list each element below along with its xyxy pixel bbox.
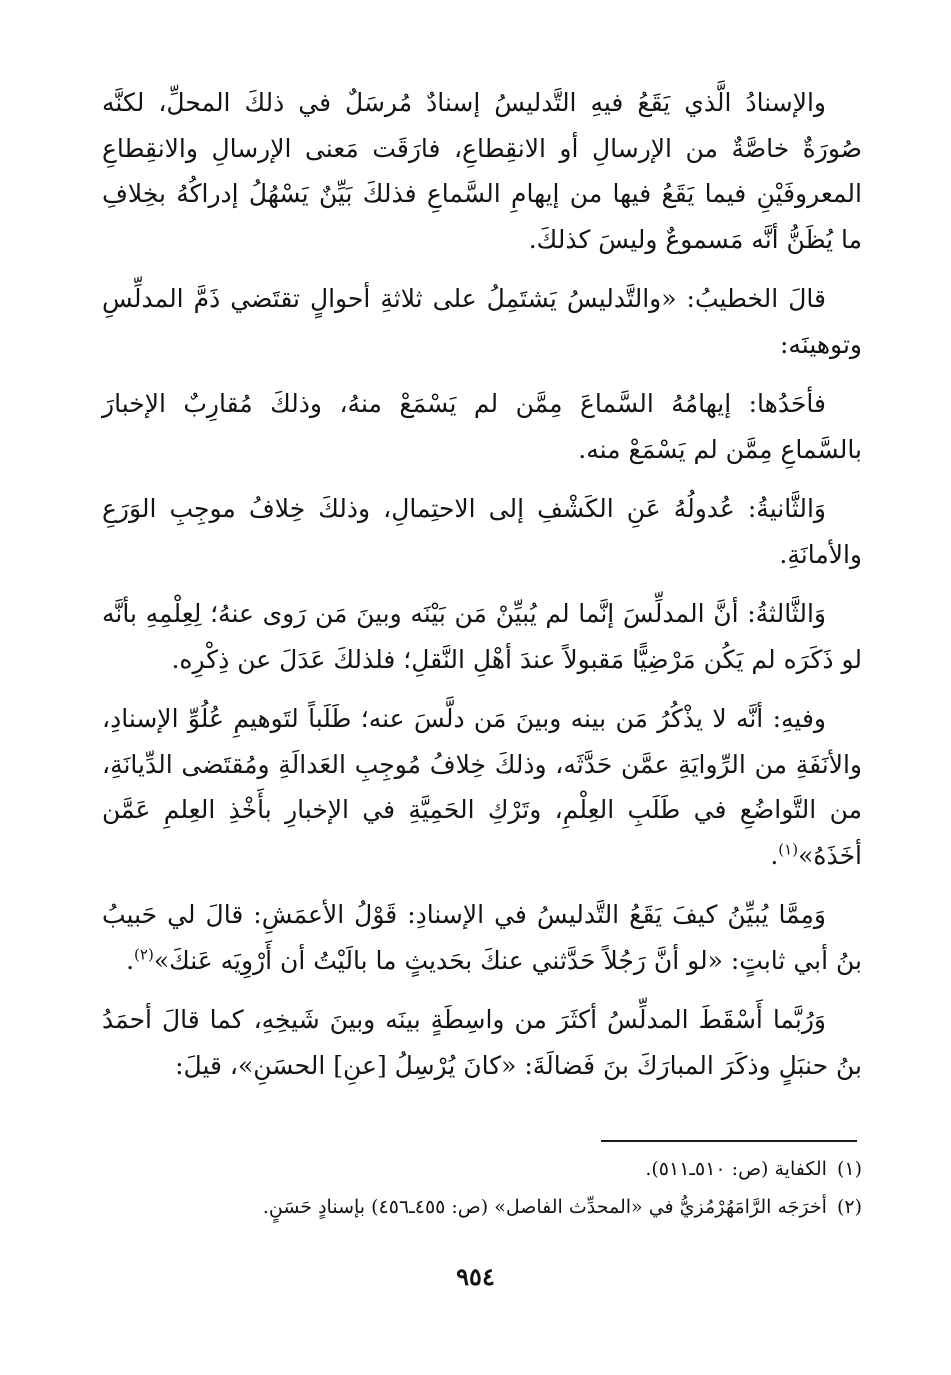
paragraph: فأحَدُها: إيهامُهُ السَّماعَ مِمَّن لم يَسْمَعْ منهُ، وذلكَ مُقارِبٌ الإخبارَ بالسَّماعِ مِمَّن لم يَسْمَعْ منه. [102, 389, 862, 464]
footnote-reference: (١) [778, 840, 799, 859]
footnotes [102, 1150, 862, 1226]
paragraph: وَالثَّالثةُ: أنَّ المدلِّسَ إنَّما لم يُبيِّنْ مَن بَيْنَه وبينَ مَن رَوى عنهُ؛ لِعِلْمِهِ بأنَّه لو ذَكَرَه لم يَكُن مَرْضِيًّا مَقبولاً عندَ أهْلِ النَّقلِ؛ فلذلكَ عَدَلَ عن ذِكْرِه. [102, 599, 862, 674]
paragraph: قالَ الخطيبُ: «والتَّدليسُ يَشتَمِلُ على ثلاثةِ أحوالٍ تقتَضي ذَمَّ المدلِّسِ وتوهينَه: [102, 284, 862, 359]
footnote [102, 1188, 862, 1226]
footnote-text: الكفاية (ص: ٥١٠ـ٥١١). [645, 1158, 827, 1180]
main-text [102, 80, 862, 1088]
footnote-number: (١) [836, 1158, 862, 1180]
paragraph: وفيهِ: أنَّه لا يذْكُرُ مَن بينه وبينَ مَن دلَّسَ عنه؛ طَلَباً لتَوهيمِ عُلُوِّ الإسنادِ، والأنَفَةِ من الرِّوايَةِ عمَّن حَدَّثَه، وذلكَ خِلافُ مُوجِبِ العَدالَةِ ومُقتَضى الدِّيانَةِ، من التَّواضُعِ في طَلَبِ العِلْمِ، وتَرْكِ الحَمِيَّةِ في الإخبارِ بأَخْذِ العِلمِ عَمَّن أخَذَهُ»$^{(١)}$. [102, 704, 862, 870]
page-number: ٩٥٤ [456, 1262, 495, 1291]
footnote-reference: (٢) [134, 945, 154, 964]
footnote-separator [601, 1140, 857, 1142]
footnote-number: (٢) [836, 1196, 862, 1218]
paragraph: وَالثَّانيةُ: عُدولُهُ عَنِ الكَشْفِ إلى الاحتِمالِ، وذلكَ خِلافُ موجِبِ الوَرَعِ والأمانَةِ. [102, 494, 862, 569]
footnote-text: أخرَجَه الرَّامَهُرْمُزيُّ في «المحدِّث الفاصل» (ص: ٤٥٥ـ٤٥٦) بإسنادٍ حَسَنٍ. [262, 1196, 827, 1218]
paragraph: وَمِمَّا يُبيِّنُ كيفَ يَقَعُ التَّدليسُ في الإسنادِ: قَوْلُ الأعمَشِ: قالَ لي حَبيبُ بنُ أبي ثابتٍ: «لو أنَّ رَجُلاً حَدَّثني عنكَ بحَديثٍ ما بالَيْتُ أن أَرْوِيَه عَنكَ»$^{(٢)}$. [102, 900, 862, 975]
footnote [102, 1150, 862, 1188]
paragraph: وَرُبَّما أَسْقَطَ المدلِّسُ أكثَرَ من واسِطَةٍ بينَه وبينَ شَيخِهِ، كما قالَ أحمَدُ بنُ حنبَلٍ وذكَرَ المبارَكَ بنَ فَضالَةَ: «كانَ يُرْسِلُ [عنِ] الحسَنِ»، قيلَ: [102, 1005, 862, 1080]
paragraph: والإسنادُ الَّذي يَقَعُ فيهِ التَّدليسُ إسنادٌ مُرسَلٌ في ذلكَ المحلِّ، لكنَّه صُورَةٌ خاصَّةٌ من الإرسالِ أو الانقِطاعِ، فارَقَت مَعنى الإرسالِ والانقِطاعِ المعروفَيْنِ فيما يَقَعُ فيها من إيهامِ السَّماعِ فذلكَ بَيِّنٌ يَسْهُلُ إدراكُهُ بخِلافِ ما يُظَنُّ أنَّه مَسموعٌ وليسَ كذلكَ. [102, 88, 862, 254]
